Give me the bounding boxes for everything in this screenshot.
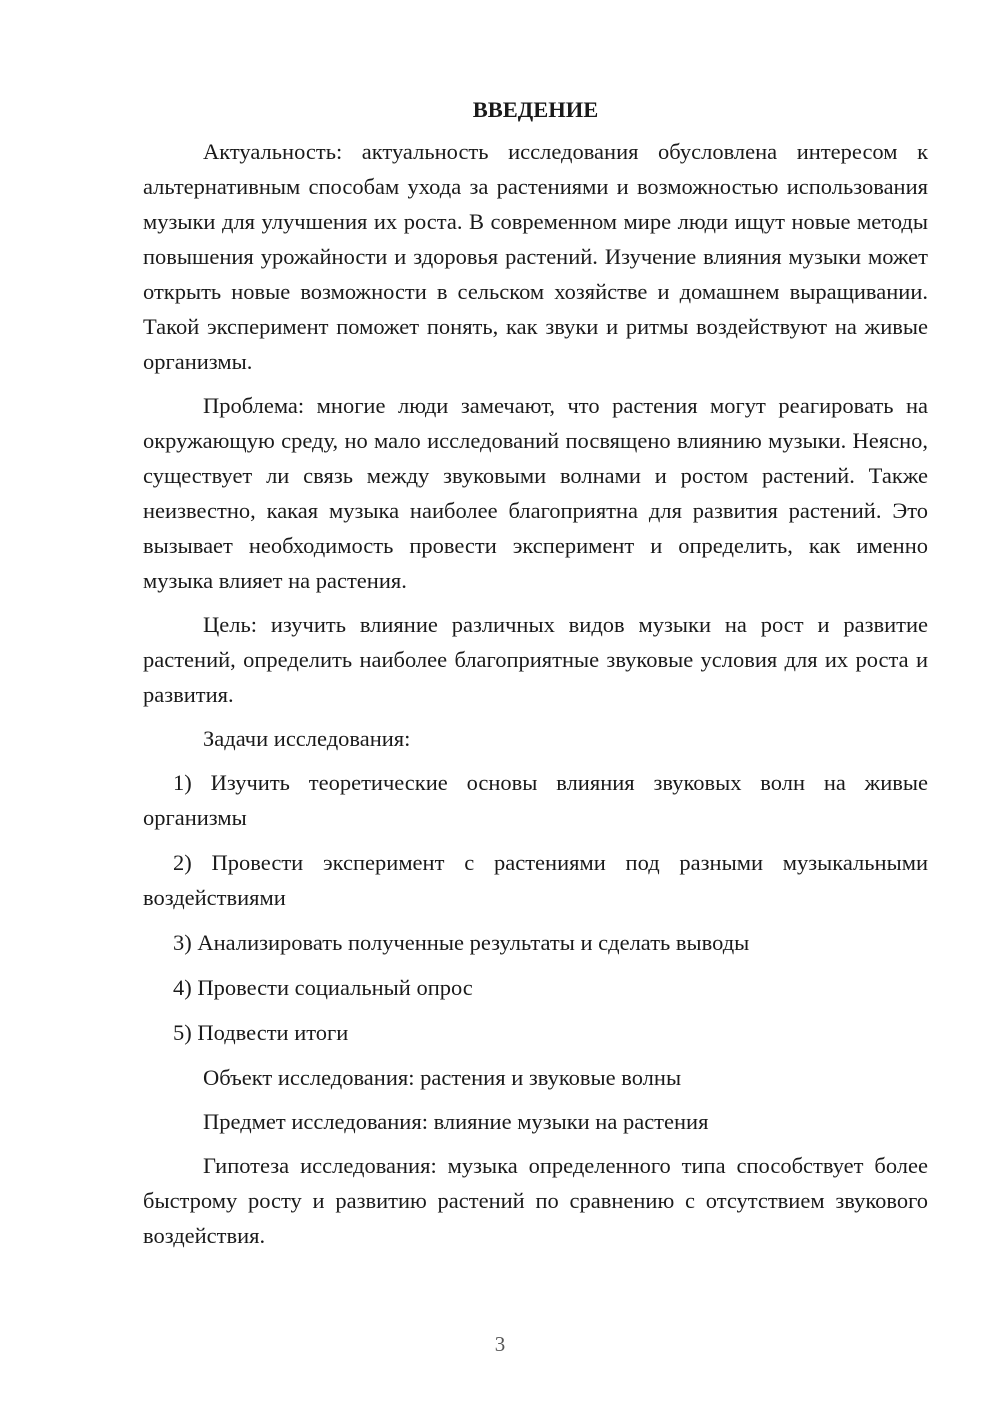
task-item-3: 3) Анализировать полученные результаты и сделать выводы: [173, 930, 750, 955]
section-heading: ВВЕДЕНИЕ: [472, 97, 599, 122]
task-item-5: 5) Подвести итоги: [173, 1020, 349, 1045]
subject-line: Предмет исследования: влияние музыки на растения: [203, 1109, 709, 1134]
goal-paragraph: Цель: изучить влияние различных видов музыки на рост и развитие растений, определить наиболее благоприятные звуковые условия для их роста и развития.: [143, 612, 928, 707]
page-number: 3: [494, 1332, 506, 1356]
tasks-heading: Задачи исследования:: [203, 726, 411, 751]
document-page: [143, 90, 928, 1262]
task-item-4: 4) Провести социальный опрос: [173, 975, 473, 1000]
problem-paragraph: Проблема: многие люди замечают, что растения могут реагировать на окружающую среду, но мало исследований посвящено влиянию музыки. Неясно, существует ли связь между звуковыми волнами и ростом растений. Также неизвестно, какая музыка наиболее благоприятна для развития растений. Это вызывает необходимость провести эксперимент и определить, как именно музыка влияет на растения.: [143, 393, 928, 593]
relevance-paragraph: Актуальность: актуальность исследования обусловлена интересом к альтернативным способам ухода за растениями и возможностью использования музыки для улучшения их роста. В современном мире люди ищут новые методы повышения урожайности и здоровья растений. Изучение влияния музыки может открыть новые возможности в сельском хозяйстве и домашнем выращивании. Такой эксперимент поможет понять, как звуки и ритмы воздействуют на живые организмы.: [143, 139, 928, 374]
hypothesis-paragraph: Гипотеза исследования: музыка определенного типа способствует более быстрому росту и развитию растений по сравнению с отсутствием звукового воздействия.: [143, 1153, 928, 1248]
task-item-2: 2) Провести эксперимент с растениями под разными музыкальными воздействиями: [143, 850, 928, 910]
task-item-1: 1) Изучить теоретические основы влияния звуковых волн на живые организмы: [143, 770, 928, 830]
object-line: Объект исследования: растения и звуковые волны: [203, 1065, 682, 1090]
